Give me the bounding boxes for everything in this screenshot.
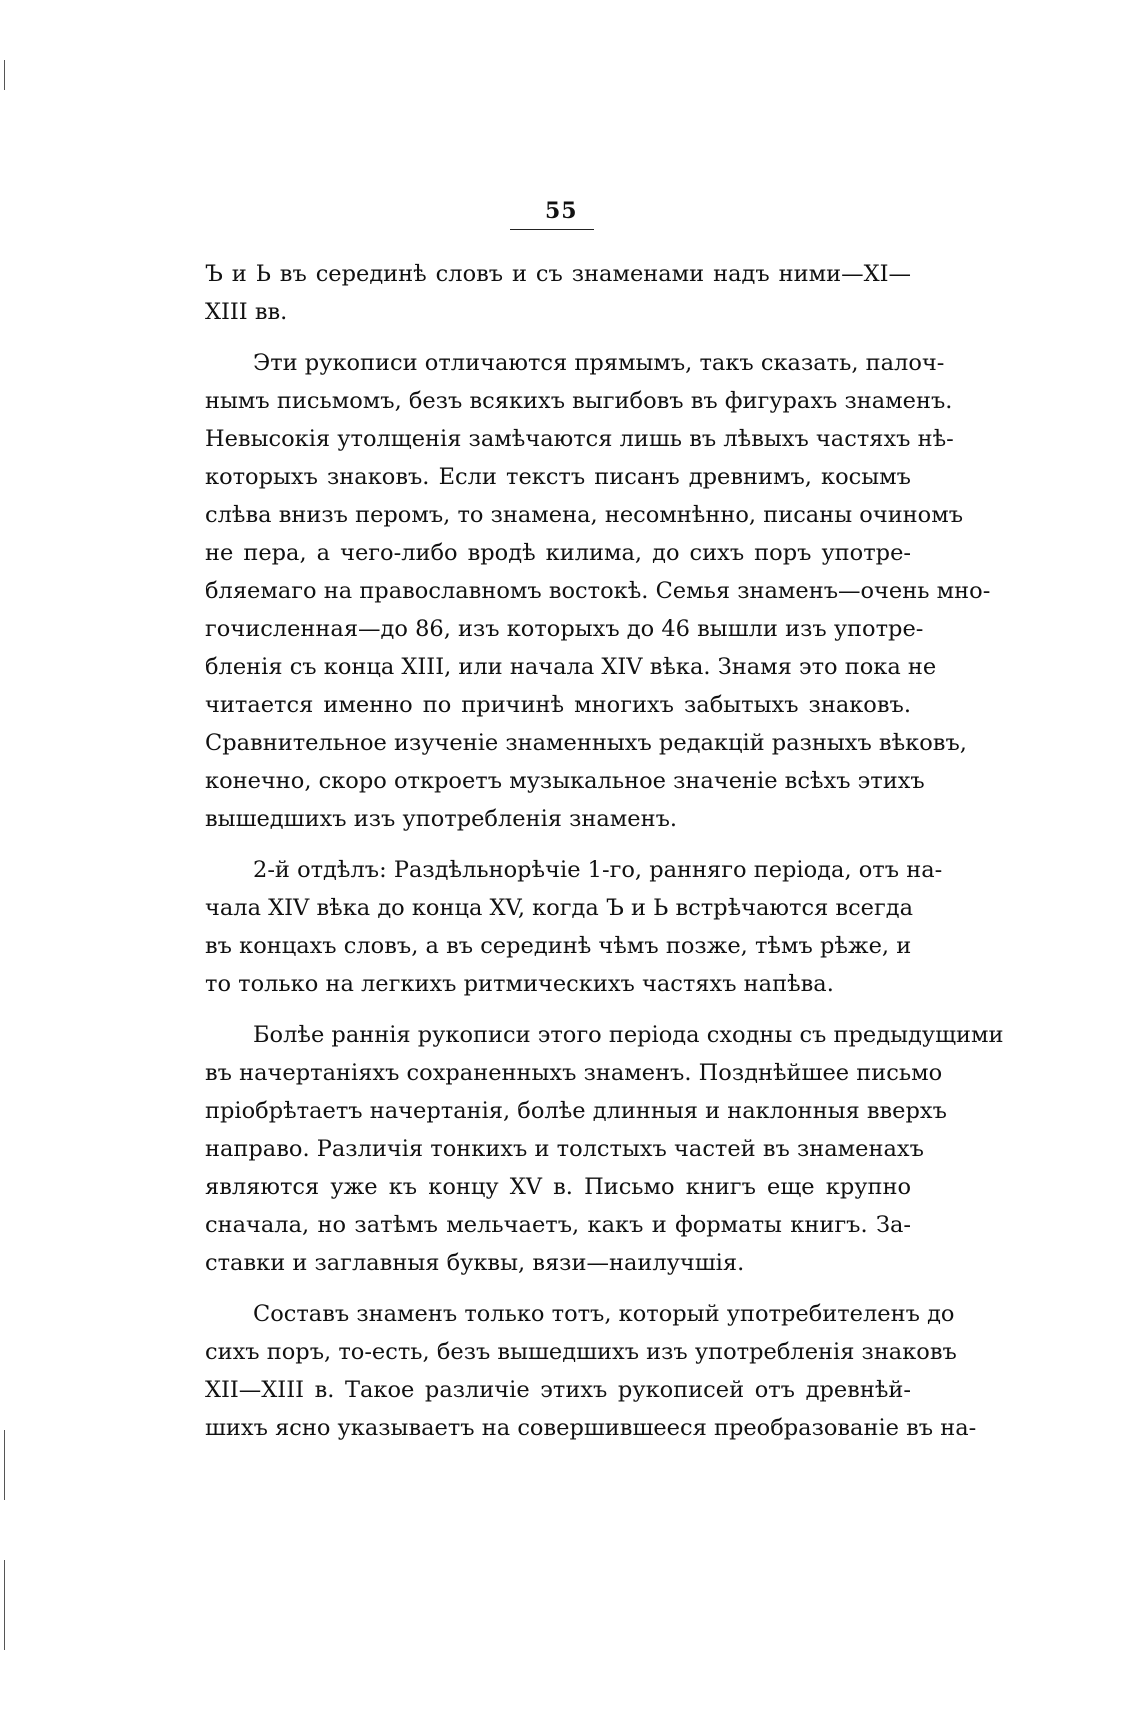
text-line: то только на легкихъ ритмическихъ частяхъ напѣва. xyxy=(205,971,834,997)
scan-margin-mark xyxy=(4,1560,5,1650)
text-line: вышедшихъ изъ употребленія знаменъ. xyxy=(205,806,678,832)
page-number-rule xyxy=(510,229,594,230)
text-line: являются уже къ концу XV в. Письмо книгъ еще крупно xyxy=(205,1174,911,1200)
paragraph-5 xyxy=(205,1295,977,1447)
paragraph-4 xyxy=(205,1016,1004,1282)
text-line: читается именно по причинѣ многихъ забытыхъ знаковъ. xyxy=(205,692,911,718)
text-line: бляемаго на православномъ востокѣ. Семья знаменъ—очень мно- xyxy=(205,578,991,604)
text-line: чала XIV вѣка до конца XV, когда Ъ и Ь встрѣчаются всегда xyxy=(205,895,914,921)
paragraph-3 xyxy=(205,851,943,1003)
text-line: Эти рукописи отличаются прямымъ, такъ сказать, палоч- xyxy=(253,350,945,376)
scan-margin-mark xyxy=(4,1430,5,1500)
text-line: пріобрѣтаетъ начертанія, болѣе длинныя и наклонныя вверхъ xyxy=(205,1098,947,1124)
text-line: не пера, а чего-либо вродѣ килима, до сихъ поръ употре- xyxy=(205,540,911,566)
text-line: Болѣе раннія рукописи этого періода сходны съ предыдущими xyxy=(253,1022,1004,1048)
text-line: Невысокія утолщенія замѣчаются лишь въ лѣвыхъ частяхъ нѣ- xyxy=(205,426,954,452)
body-text xyxy=(205,255,1004,1447)
text-line: въ концахъ словъ, а въ серединѣ чѣмъ позже, тѣмъ рѣже, и xyxy=(205,933,912,959)
text-line: направо. Различія тонкихъ и толстыхъ частей въ знаменахъ xyxy=(205,1136,924,1162)
text-line: бленія съ конца XIII, или начала XIV вѣка. Знамя это пока не xyxy=(205,654,937,680)
page-number: 55 xyxy=(545,198,578,224)
text-line: слѣва внизъ перомъ, то знамена, несомнѣнно, писаны очиномъ xyxy=(205,502,964,528)
text-line: 2-й отдѣлъ: Раздѣльнорѣчіе 1-го, ранняго періода, отъ на- xyxy=(253,857,943,883)
text-line: шихъ ясно указываетъ на совершившееся преобразованіе въ на- xyxy=(205,1415,977,1441)
text-line: ставки и заглавныя буквы, вязи—наилучшія. xyxy=(205,1250,745,1276)
text-line: гочисленная—до 86, изъ которыхъ до 46 вышли изъ употре- xyxy=(205,616,924,642)
scan-margin-mark xyxy=(4,60,5,90)
text-line: которыхъ знаковъ. Если текстъ писанъ древнимъ, косымъ xyxy=(205,464,911,490)
paragraph-1 xyxy=(205,255,911,331)
text-line: XIII вв. xyxy=(205,299,288,325)
text-line: Ъ и Ь въ серединѣ словъ и съ знаменами надъ ними—XI— xyxy=(205,261,911,287)
text-line: сихъ поръ, то-есть, безъ вышедшихъ изъ употребленія знаковъ xyxy=(205,1339,957,1365)
text-line: сначала, но затѣмъ мельчаетъ, какъ и форматы книгъ. За- xyxy=(205,1212,911,1238)
text-line: нымъ письмомъ, безъ всякихъ выгибовъ въ фигурахъ знаменъ. xyxy=(205,388,953,414)
text-line: XII—XIII в. Такое различіе этихъ рукописей отъ древнѣй- xyxy=(205,1377,911,1403)
paragraph-2 xyxy=(205,344,991,838)
text-line: въ начертаніяхъ сохраненныхъ знаменъ. Позднѣйшее письмо xyxy=(205,1060,943,1086)
text-line: Составъ знаменъ только тотъ, который употребителенъ до xyxy=(253,1301,955,1327)
text-line: Сравнительное изученіе знаменныхъ редакцій разныхъ вѣковъ, xyxy=(205,730,967,756)
text-line: конечно, скоро откроетъ музыкальное значеніе всѣхъ этихъ xyxy=(205,768,925,794)
